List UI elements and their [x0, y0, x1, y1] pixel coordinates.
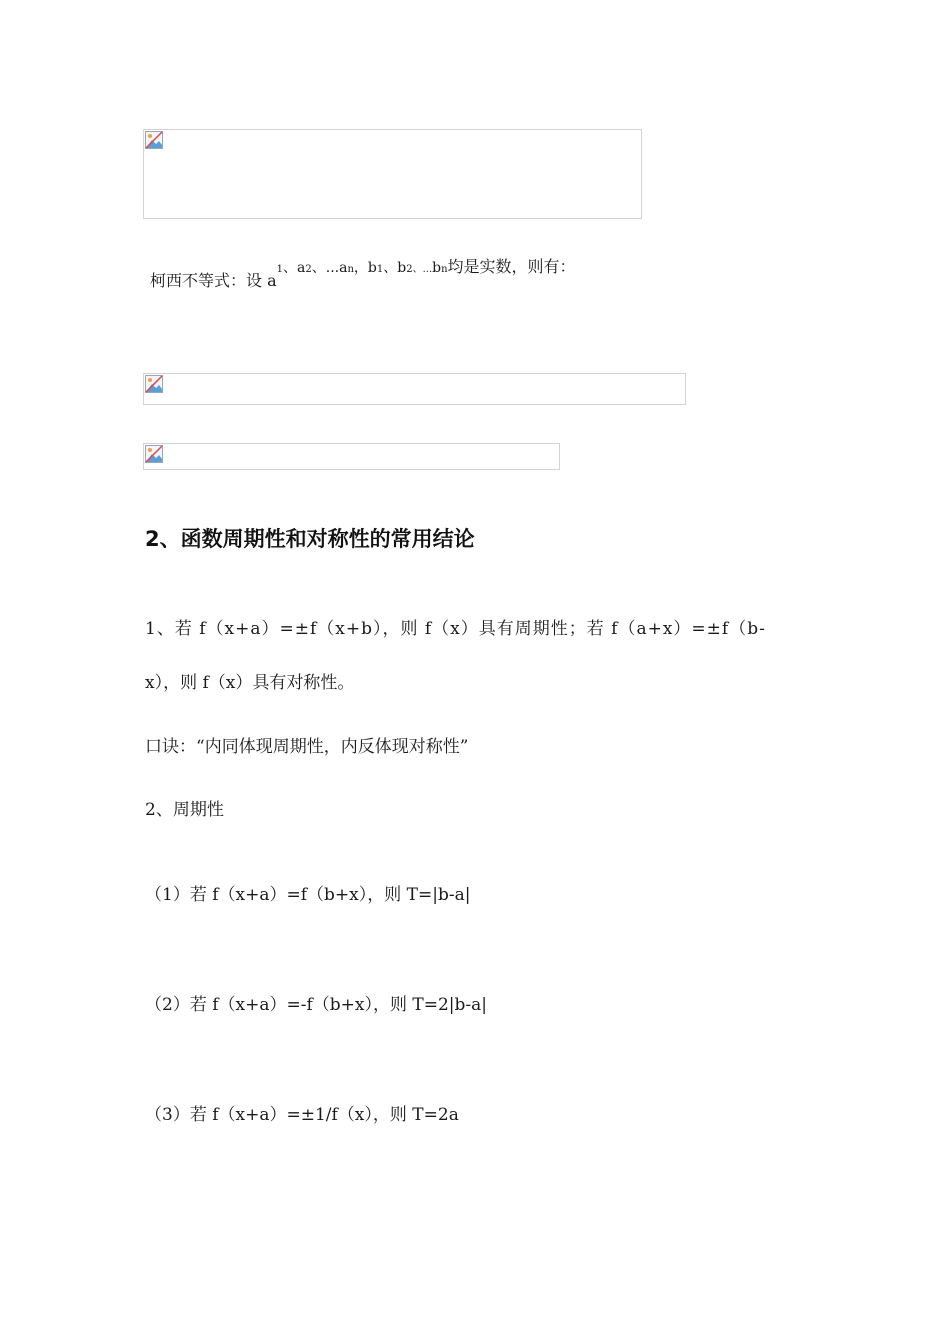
paragraph-line-2: x），则 f（x）具有对称性。: [145, 673, 355, 693]
cauchy-inequality-text: 柯西不等式：设 $a^1$、$a^2$、$...a^n$，$b^1$、$b^{2、...}b^n$均是实数，则有：: [150, 257, 576, 290]
formula-image-2: [143, 373, 686, 405]
periodicity-rule-3: （3）若 f（x+a）=±1/f（x），则 T=2a: [145, 1105, 459, 1125]
broken-image-icon: [145, 375, 163, 393]
paragraph-line-1: 1、若 f（x+a）=±f（x+b），则 f（x）具有周期性；若 f（a+x）=±f（b-: [145, 619, 766, 639]
formula-image-1: [143, 129, 642, 219]
periodicity-rule-2: （2）若 f（x+a）=-f（b+x），则 T=2|b-a|: [145, 995, 487, 1015]
formula-image-3: [143, 443, 560, 470]
periodicity-heading: 2、周期性: [145, 800, 224, 820]
section-heading: 2、函数周期性和对称性的常用结论: [145, 527, 475, 551]
periodicity-rule-1: （1）若 f（x+a）=f（b+x），则 T=|b-a|: [145, 885, 471, 905]
broken-image-icon: [145, 131, 163, 149]
mnemonic-text: 口诀：“内同体现周期性，内反体现对称性”: [145, 737, 469, 757]
broken-image-icon: [145, 445, 163, 463]
